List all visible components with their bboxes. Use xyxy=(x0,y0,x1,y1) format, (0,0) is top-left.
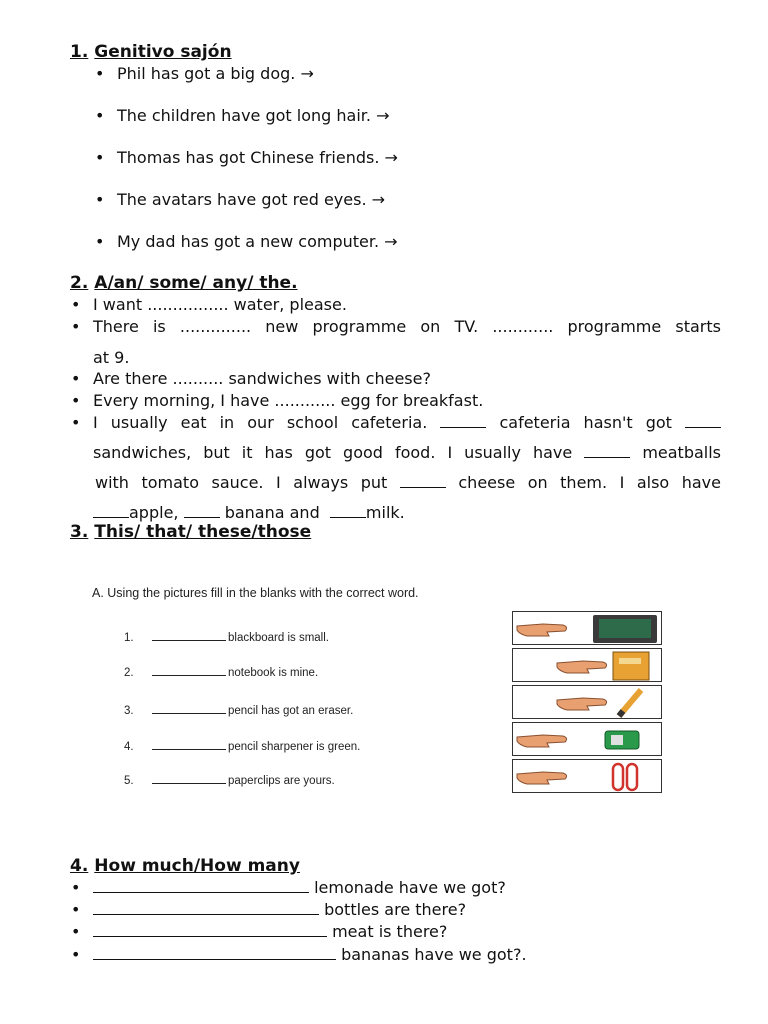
text: cheese on them. I also have xyxy=(458,473,721,492)
pointing-hand-blackboard-icon xyxy=(513,612,663,646)
list-item xyxy=(93,900,466,920)
list-item xyxy=(93,878,506,898)
list-item: • Phil has got a big dog. → xyxy=(117,64,314,84)
blank-line xyxy=(152,739,226,750)
text: sandwiches, but it has got good food. I usually have xyxy=(93,443,573,462)
exercise-item xyxy=(124,630,329,644)
blank-line xyxy=(685,413,721,428)
fill-blank-paragraph xyxy=(71,408,722,528)
list-item-text: • There is .............. new programme on TV. ............ programme starts xyxy=(93,317,721,336)
section-3-heading xyxy=(70,522,311,542)
paragraph-line xyxy=(93,408,721,438)
list-item: • Every morning, I have ............ egg for breakfast. xyxy=(93,391,483,411)
list-item: • Thomas has got Chinese friends. → xyxy=(117,148,398,168)
section-number: 1. xyxy=(70,42,89,62)
blank-line xyxy=(152,665,226,676)
item-number: 3. xyxy=(124,705,134,717)
section-title: This/ that/ these/those xyxy=(94,522,312,542)
section-number: 3. xyxy=(70,522,89,542)
item-number: 5. xyxy=(124,775,134,787)
text: apple, xyxy=(129,503,179,522)
blank-line xyxy=(584,443,630,458)
item-text: meat is there? xyxy=(332,922,448,941)
blank-line xyxy=(93,878,309,893)
section-title: Genitivo sajón xyxy=(94,42,232,62)
paragraph-line xyxy=(93,438,721,468)
section-4-heading xyxy=(70,856,300,876)
list-item: • My dad has got a new computer. → xyxy=(117,232,398,252)
exercise-title: A. Using the pictures fill in the blanks with the correct word. xyxy=(92,586,419,600)
text: meatballs xyxy=(642,443,722,462)
blank-line xyxy=(152,773,226,784)
blank-line xyxy=(400,473,446,488)
picture-far-paperclips xyxy=(512,759,662,793)
item-number: 2. xyxy=(124,667,134,679)
item-text: paperclips are yours. xyxy=(228,775,335,787)
pointing-hand-pencil-icon xyxy=(513,686,663,720)
blank-line xyxy=(184,503,220,518)
picture-near-blackboard xyxy=(512,611,662,645)
exercise-item xyxy=(124,739,360,753)
pointing-hand-notebook-icon xyxy=(513,649,663,683)
section-title: A/an/ some/ any/ the. xyxy=(94,273,298,293)
list-item: • The avatars have got red eyes. → xyxy=(117,190,385,210)
item-text: notebook is mine. xyxy=(228,667,319,679)
blank-line xyxy=(440,413,486,428)
pointing-hand-paperclips-icon xyxy=(513,760,663,794)
picture-near-pencil xyxy=(512,685,662,719)
text: with tomato sauce. I always put xyxy=(95,473,388,492)
item-number: 4. xyxy=(124,741,134,753)
item-text: pencil has got an eraser. xyxy=(228,705,354,717)
text: cafeteria hasn't got xyxy=(499,413,672,432)
section-2-heading xyxy=(70,273,298,293)
paragraph-line xyxy=(93,468,721,498)
text: I usually eat in our school cafeteria. xyxy=(93,413,428,432)
text: milk. xyxy=(365,503,405,522)
list-item xyxy=(93,922,447,942)
item-text: bottles are there? xyxy=(324,900,467,919)
picture-far-sharpener xyxy=(512,722,662,756)
list-item: • Are there .......... sandwiches with cheese? xyxy=(93,369,431,389)
pointing-hand-sharpener-icon xyxy=(513,723,663,757)
list-item: • The children have got long hair. → xyxy=(117,106,389,126)
section-number: 4. xyxy=(70,856,89,876)
item-text: bananas have we got?. xyxy=(341,945,527,964)
item-text: lemonade have we got? xyxy=(314,878,506,897)
blank-line xyxy=(330,503,366,518)
blank-line xyxy=(93,945,336,960)
exercise-item xyxy=(124,703,353,717)
exercise-item xyxy=(124,665,318,679)
text: banana and xyxy=(224,503,320,522)
blank-line xyxy=(152,703,226,714)
blank-line xyxy=(93,922,327,937)
item-number: 1. xyxy=(124,632,134,644)
blank-line xyxy=(93,900,319,915)
list-item xyxy=(93,317,721,337)
section-title: How much/How many xyxy=(94,856,300,876)
blank-line xyxy=(152,630,226,641)
exercise-item xyxy=(124,773,335,787)
list-item-continuation: at 9. xyxy=(93,348,130,367)
bullet-glyph: • xyxy=(71,413,81,432)
section-number: 2. xyxy=(70,273,89,293)
item-text: blackboard is small. xyxy=(228,632,329,644)
section-1-heading xyxy=(70,42,232,62)
list-item: • I want ................ water, please. xyxy=(93,295,347,315)
item-text: pencil sharpener is green. xyxy=(228,741,361,753)
list-item xyxy=(93,945,527,965)
blank-line xyxy=(93,503,129,518)
picture-near-notebook xyxy=(512,648,662,682)
